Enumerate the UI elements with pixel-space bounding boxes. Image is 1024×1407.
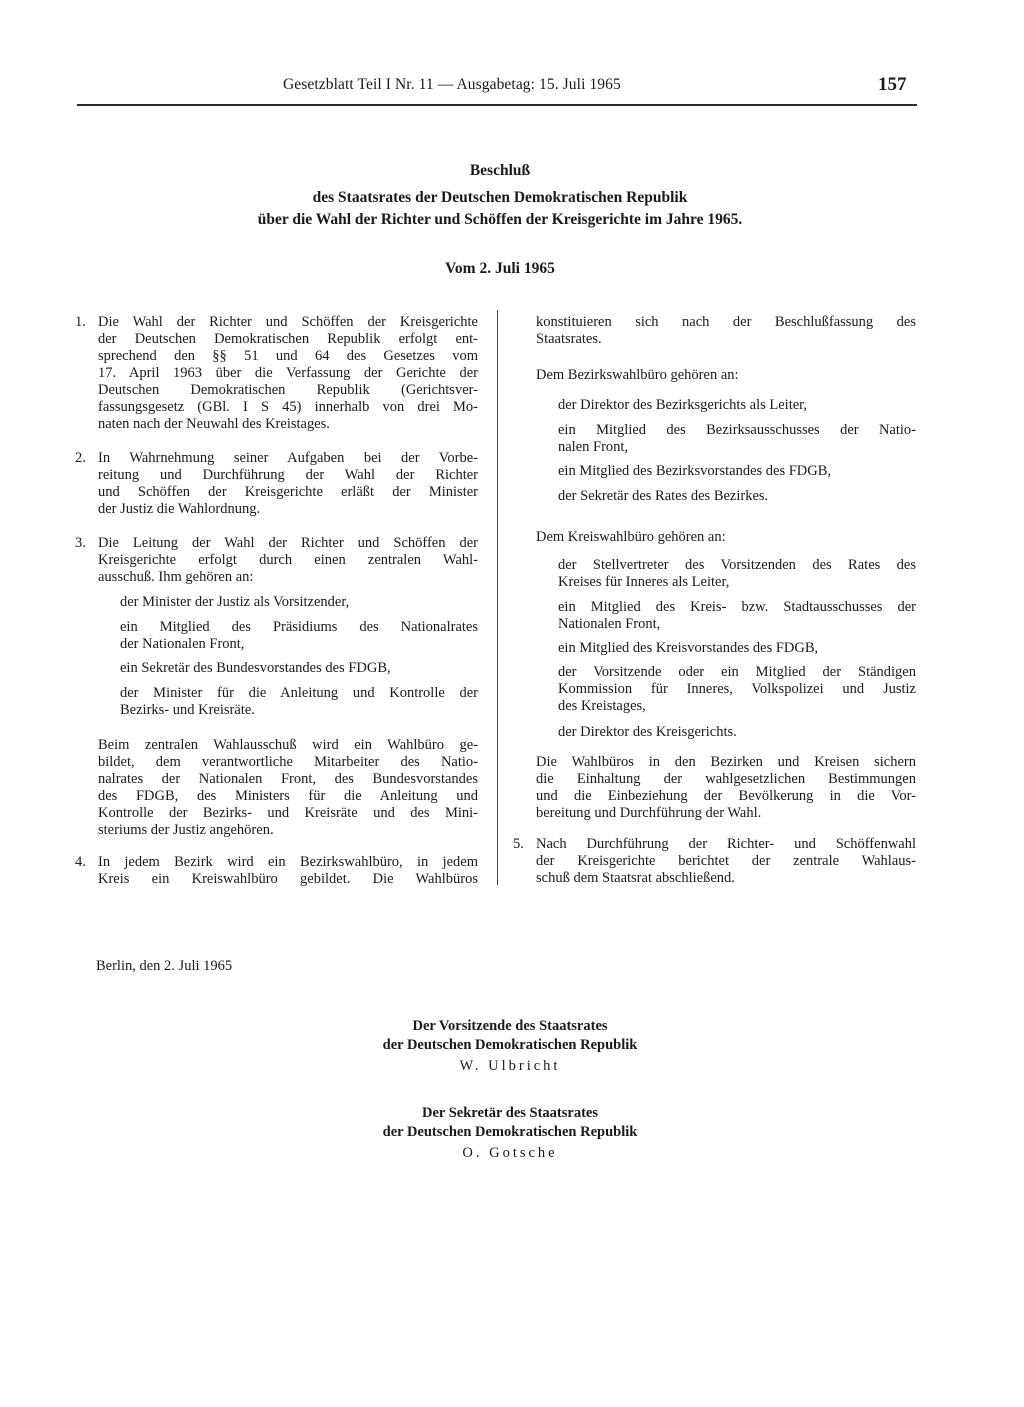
text-line: des FDGB, des Ministers für die Anleitung und	[98, 788, 478, 804]
text-line: der Deutschen Demokratischen Republik erfolgt ent-	[98, 331, 478, 347]
text-line: In jedem Bezirk wird ein Bezirkswahlbüro, in jedem	[98, 854, 478, 870]
text-line: der Direktor des Bezirksgerichts als Leiter,	[558, 397, 808, 413]
signatory-office: der Deutschen Demokratischen Republik	[382, 1037, 638, 1053]
text-line: Kontrolle der Bezirks- und Kreisräte und des Mini-	[98, 805, 478, 821]
text-line: Die Leitung der Wahl der Richter und Schöffen der	[98, 535, 478, 551]
closing-paragraph	[536, 754, 916, 822]
text-line: ein Mitglied des Kreis- bzw. Stadtausschusses der	[558, 599, 916, 615]
text-line: 17. April 1963 über die Verfassung der Gerichte der	[98, 365, 478, 381]
text-line: Nationalen Front,	[558, 616, 661, 632]
item-number: 1.	[75, 314, 86, 330]
item-number: 3.	[75, 535, 86, 551]
committee-member	[120, 594, 478, 611]
text-line: bereitung und Durchführung der Wahl.	[536, 805, 762, 821]
item-4-continuation	[536, 314, 916, 348]
text-line: ein Mitglied des Kreisvorstandes des FDGB,	[558, 640, 819, 656]
document-title: Beschluß	[469, 162, 531, 179]
text-line: der Kreisgerichte berichtet der zentrale Wahlaus-	[536, 853, 916, 869]
kreis-intro: Dem Kreiswahlbüro gehören an:	[536, 529, 726, 545]
text-line: Die Wahl der Richter und Schöffen der Kreisgerichte	[98, 314, 478, 330]
text-line: steriums der Justiz angehören.	[98, 822, 274, 838]
text-line: In Wahrnehmung seiner Aufgaben bei der Vorbe-	[98, 450, 478, 466]
text-line: der Vorsitzende oder ein Mitglied der Ständigen	[558, 664, 916, 680]
text-line: der Stellvertreter des Vorsitzenden des Rates des	[558, 557, 916, 573]
text-line: der Direktor des Kreisgerichts.	[558, 724, 737, 740]
text-line: ein Sekretär des Bundesvorstandes des FDGB,	[120, 660, 391, 676]
text-line: ausschuß. Ihm gehören an:	[98, 569, 254, 585]
item-2-text	[98, 450, 478, 518]
text-line: naten nach der Neuwahl des Kreistages.	[98, 416, 330, 432]
text-line: ein Mitglied des Bezirksausschusses der Natio-	[558, 422, 916, 438]
item-3-text	[98, 535, 478, 586]
document-subtitle-line2: über die Wahl der Richter und Schöffen der Kreisgerichte im Jahre 1965.	[257, 211, 743, 228]
text-line: Kreises für Inneres als Leiter,	[558, 574, 730, 590]
text-line: der Minister der Justiz als Vorsitzender,	[120, 594, 350, 610]
text-line: und Schöffen der Kreisgerichte erläßt der Minister	[98, 484, 478, 500]
text-line: nalen Front,	[558, 439, 629, 455]
text-line: ein Mitglied des Präsidiums des Nationalrates	[120, 619, 478, 635]
document-subtitle-line1: des Staatsrates der Deutschen Demokratischen Republik	[312, 189, 688, 206]
committee-member	[120, 685, 478, 719]
bezirk-member	[558, 397, 916, 414]
column-divider	[497, 310, 498, 885]
text-line: des Kreistages,	[558, 698, 646, 714]
text-line: der Minister für die Anleitung und Kontrolle der	[120, 685, 478, 701]
item-number: 2.	[75, 450, 86, 466]
signature-block-secretary	[230, 1104, 790, 1163]
text-line: Staatsrates.	[536, 331, 602, 347]
place-date: Berlin, den 2. Juli 1965	[96, 958, 233, 974]
text-line: fassungsgesetz (GBl. I S 45) innerhalb von drei Mo-	[98, 399, 478, 415]
text-line: Kreis ein Kreiswahlbüro gebildet. Die Wahlbüros	[98, 871, 478, 887]
committee-member	[120, 619, 478, 653]
item-4-text	[98, 854, 478, 888]
bezirk-member	[558, 422, 916, 456]
text-line: ein Mitglied des Bezirksvorstandes des FDGB,	[558, 463, 832, 479]
item-number: 5.	[513, 836, 524, 852]
kreis-member	[558, 557, 916, 591]
kreis-member	[558, 599, 916, 633]
text-line: Beim zentralen Wahlausschuß wird ein Wahlbüro ge-	[98, 737, 478, 753]
text-line: Deutschen Demokratischen Republik (Gerichtsver-	[98, 382, 478, 398]
bezirk-member	[558, 488, 916, 505]
text-line: Kreisgerichte erfolgt durch einen zentralen Wahl-	[98, 552, 478, 568]
item-number: 4.	[75, 854, 86, 870]
signatory-name: O. Gotsche	[462, 1145, 558, 1161]
text-line: Bezirks- und Kreisräte.	[120, 702, 255, 718]
header-divider	[77, 104, 917, 106]
item-5-text	[536, 836, 916, 887]
text-line: Die Wahlbüros in den Bezirken und Kreisen sichern	[536, 754, 916, 770]
text-line: und die Einbeziehung der Bevölkerung in die Vor-	[536, 788, 916, 804]
election-office-paragraph	[98, 737, 478, 839]
text-line: Kommission für Inneres, Volkspolizei und Justiz	[558, 681, 916, 697]
text-line: schuß dem Staatsrat abschließend.	[536, 870, 735, 886]
gazette-header: Gesetzblatt Teil I Nr. 11 — Ausgabetag: 15. Juli 1965	[283, 76, 621, 93]
kreis-member	[558, 640, 916, 657]
kreis-member	[558, 664, 916, 715]
text-line: die Einhaltung der wahlgesetzlichen Bestimmungen	[536, 771, 916, 787]
text-line: konstituieren sich nach der Beschlußfassung des	[536, 314, 916, 330]
text-line: reitung und Durchführung der Wahl der Richter	[98, 467, 478, 483]
signature-block-chairman	[230, 1017, 790, 1076]
kreis-member	[558, 724, 916, 741]
signatory-title: Der Sekretär des Staatsrates	[422, 1105, 598, 1121]
item-1-text	[98, 314, 478, 433]
bezirk-intro: Dem Bezirkswahlbüro gehören an:	[536, 367, 739, 383]
text-line: bildet, dem verantwortliche Mitarbeiter des Natio-	[98, 754, 478, 770]
text-line: nalrates der Nationalen Front, des Bundesvorstandes	[98, 771, 478, 787]
signatory-office: der Deutschen Demokratischen Republik	[382, 1124, 638, 1140]
page-number: 157	[878, 74, 907, 95]
bezirk-member	[558, 463, 916, 480]
text-line: der Sekretär des Rates des Bezirkes.	[558, 488, 769, 504]
signatory-title: Der Vorsitzende des Staatsrates	[412, 1018, 608, 1034]
date-line: Vom 2. Juli 1965	[445, 260, 555, 277]
text-line: der Nationalen Front,	[120, 636, 245, 652]
text-line: der Justiz die Wahlordnung.	[98, 501, 261, 517]
signatory-name: W. Ulbricht	[459, 1058, 561, 1074]
text-line: sprechend den §§ 51 und 64 des Gesetzes vom	[98, 348, 478, 364]
committee-member	[120, 660, 478, 677]
text-line: Nach Durchführung der Richter- und Schöffenwahl	[536, 836, 916, 852]
